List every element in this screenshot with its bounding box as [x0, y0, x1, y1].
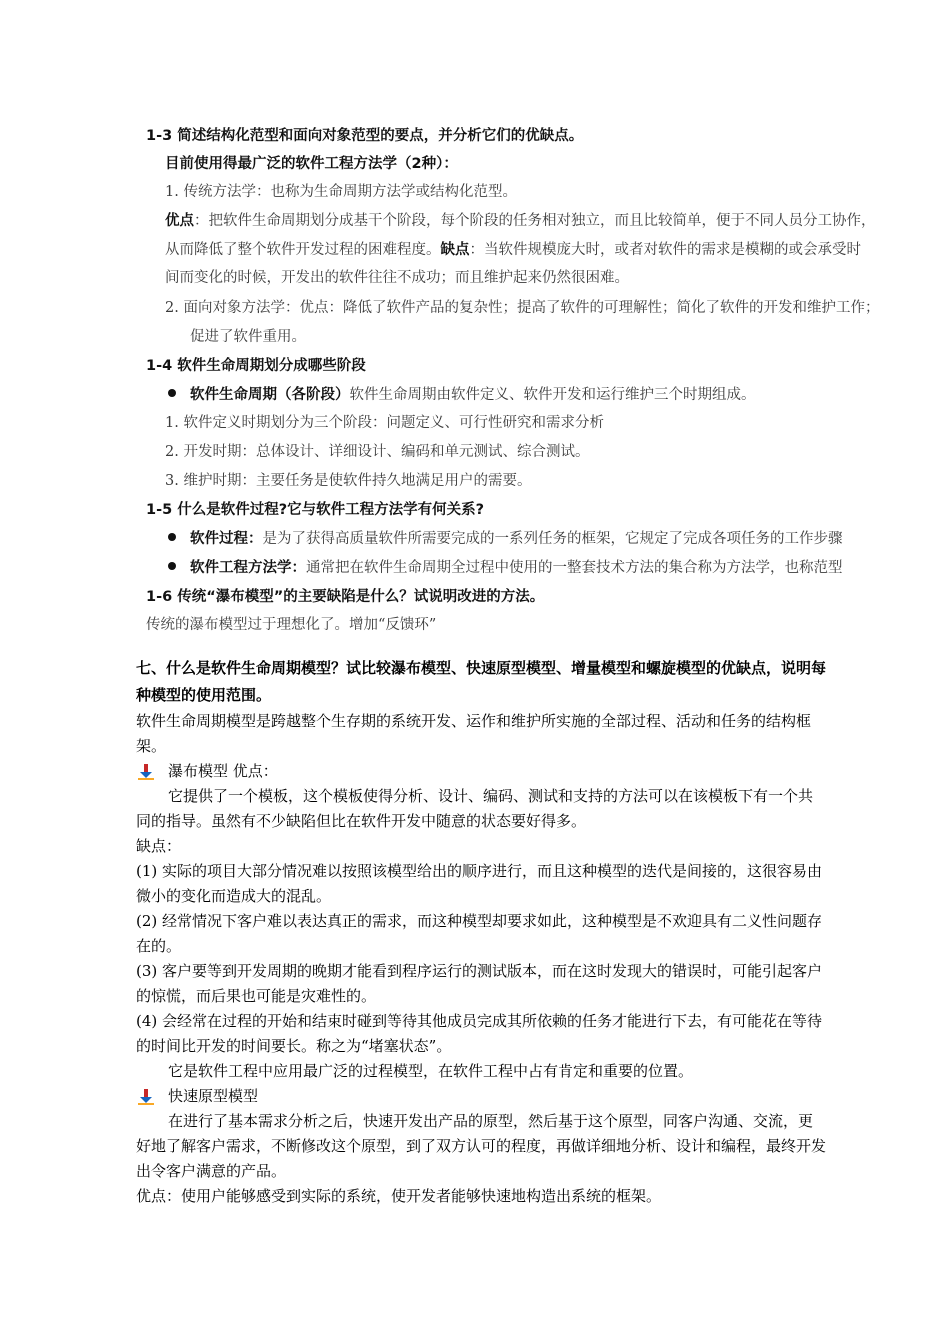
q13-adv-text: ：把软件生命周期划分成基干个阶段，每个阶段的任务相对独立，而且比较简单，便于不同人员分工协作，	[194, 213, 876, 229]
q15-b2-text: 通常把在软件生命周期全过程中使用的一整套技术方法的集合称为方法学，也称范型	[306, 560, 843, 576]
waterfall-disadvantages-label: 缺点：	[136, 837, 182, 855]
waterfall-summary: 它是软件工程中应用最广泛的过程模型，在软件工程中占有肯定和重要的位置。	[168, 1062, 694, 1080]
prototype-description: 在进行了基本需求分析之后，快速开发出产品的原型，然后基于这个原型，同客户沟通、交流，更好地了解客户需求，不断修改这个原型，到了双方认可的程度，再做详细地分析、设计和编程，最终开发出令客户满意的产品。	[136, 1112, 827, 1180]
q14-bullet-label: 软件生命周期（各阶段）	[190, 386, 350, 403]
disadvantage-1: (1) 实际的项目大部分情况难以按照该模型给出的顺序进行，而且这种模型的迭代是间接的，这很容易由微小的变化而造成大的混乱。	[136, 862, 823, 905]
q14-bullet	[168, 383, 756, 404]
q13-adv-label: 优点	[165, 212, 194, 229]
q16-title: 1-6 传统“瀑布模型”的主要缺陷是什么？试说明改进的方法。	[146, 589, 545, 605]
prototype-advantages: 优点：使用户能够感受到实际的系统，使开发者能够快速地构造出系统的框架。	[136, 1187, 662, 1205]
waterfall-heading: 瀑布模型 优点：	[168, 762, 278, 780]
prototype-heading: 快速原型模型	[168, 1087, 259, 1105]
q15-b1-text: 是为了获得高质量软件所需要完成的一系列任务的框架，它规定了完成各项任务的工作步骤	[262, 531, 843, 547]
disadvantage-4: (4) 会经常在过程的开始和结束时碰到等待其他成员完成其所依赖的任务才能进行下去，有可能花在等待的时间比开发的时间要长。称之为“堵塞状态”。	[136, 1012, 823, 1055]
disadvantage-2: (2) 经常情况下客户难以表达真正的需求，而这种模型却要求如此，这种模型是不欢迎具有二义性问题存在的。	[136, 912, 823, 955]
q14-item-1: 1. 软件定义时期划分为三个阶段：问题定义、可行性研究和需求分析	[165, 415, 604, 431]
q15-title: 1-5 什么是软件过程?它与软件工程方法学有何关系?	[146, 502, 485, 518]
q13-title: 1-3 简述结构化范型和面向对象范型的要点，并分析它们的优缺点。	[146, 128, 584, 144]
q13-item-2b: 促进了软件重用。	[190, 329, 306, 345]
q14-bullet-text: 软件生命周期由软件定义、软件开发和运行维护三个时期组成。	[349, 387, 756, 403]
q13-advantages	[165, 209, 876, 230]
q15-bullet-1	[168, 527, 843, 548]
q14-title: 1-4 软件生命周期划分成哪些阶段	[146, 358, 366, 374]
q15-bullet-2	[168, 556, 843, 577]
q16-text: 传统的瀑布模型过于理想化了。增加“反馈环”	[146, 617, 437, 633]
q13-adv-text-2a: 从而降低了整个软件开发过程的困难程度。	[165, 242, 441, 258]
bullet-dot	[168, 533, 176, 541]
bullet-dot	[168, 389, 176, 397]
q13-subtitle: 目前使用得最广泛的软件工程方法学（2种）：	[165, 156, 458, 172]
document-body	[136, 655, 826, 1209]
section-title: 七、什么是软件生命周期模型？试比较瀑布模型、快速原型模型、增量模型和螺旋模型的优缺点，说明每种模型的使用范围。	[136, 659, 827, 704]
q14-item-2: 2. 开发时期：总体设计、详细设计、编码和单元测试、综合测试。	[165, 444, 590, 460]
waterfall-advantages: 它提供了一个模板，这个模板使得分析、设计、编码、测试和支持的方法可以在该模板下有一个共同的指导。虽然有不少缺陷但比在软件开发中随意的状态要好得多。	[136, 787, 814, 830]
q13-item-1: 1. 传统方法学：也称为生命周期方法学或结构化范型。	[165, 184, 517, 200]
q14-item-3: 3. 维护时期：主要任务是使软件持久地满足用户的需要。	[165, 473, 532, 489]
bullet-dot	[168, 562, 176, 570]
q13-dis-label: 缺点	[440, 241, 470, 258]
waterfall-heading-row	[136, 759, 826, 784]
disadvantage-3: (3) 客户要等到开发周期的晚期才能看到程序运行的测试版本，而在这时发现大的错误时，可能引起客户的惊慌，而后果也可能是灾难性的。	[136, 962, 823, 1005]
q13-item-2: 2. 面向对象方法学：优点：降低了软件产品的复杂性；提高了软件的可理解性；简化了软件的开发和维护工作；	[165, 300, 880, 316]
bookmark-icon	[136, 1088, 156, 1106]
bookmark-icon	[136, 763, 156, 781]
q13-adv-text-2b: ：当软件规模庞大时，或者对软件的需求是模糊的或会承受时	[469, 242, 861, 258]
q13-adv-text-3: 间而变化的时候，开发出的软件往往不成功；而且维护起来仍然很困难。	[165, 270, 629, 286]
q15-b2-label: 软件工程方法学：	[190, 559, 306, 576]
intro-paragraph: 软件生命周期模型是跨越整个生存期的系统开发、运作和维护所实施的全部过程、活动和任务的结构框架。	[136, 712, 812, 755]
q13-disadvantages	[165, 238, 861, 259]
q15-b1-label: 软件过程：	[190, 530, 263, 547]
prototype-heading-row	[136, 1084, 826, 1109]
